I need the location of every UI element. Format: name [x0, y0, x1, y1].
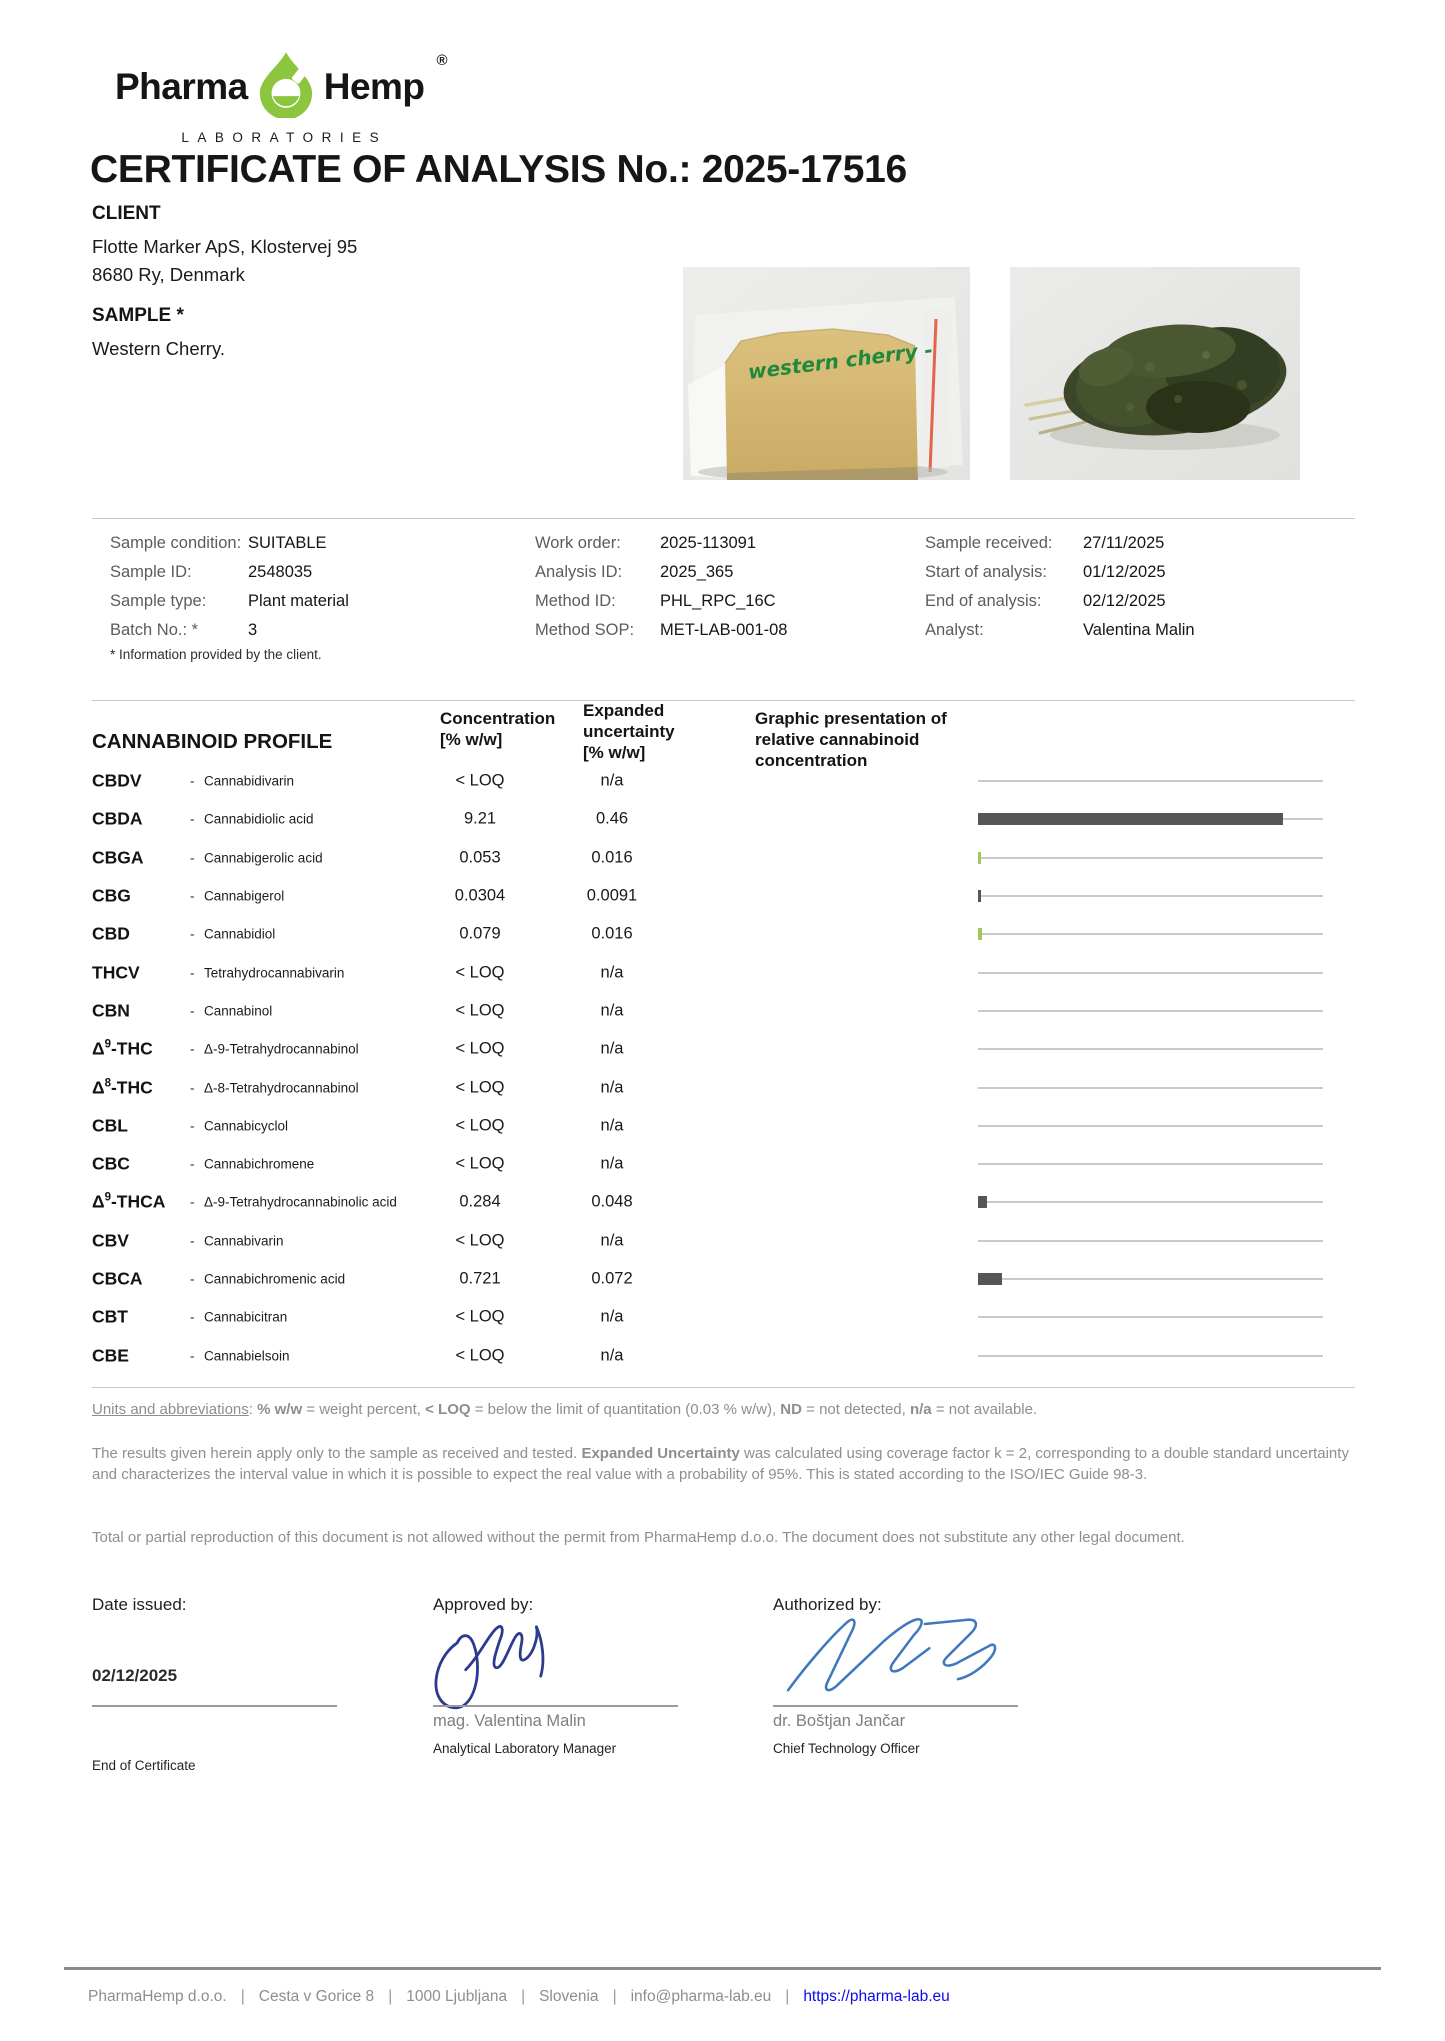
- dash: -: [190, 850, 195, 866]
- dash: -: [190, 965, 195, 981]
- concentration-value: 0.284: [459, 1192, 501, 1211]
- relative-concentration-bar: [978, 928, 982, 940]
- divider-bottom-of-table: [92, 1387, 1355, 1388]
- relative-concentration-track: [978, 972, 1323, 974]
- cannabinoid-abbr: $\Delta^9$-THC: [92, 1038, 153, 1059]
- detail-value: Valentina Malin: [1083, 621, 1195, 639]
- uncertainty-value: 0.072: [591, 1269, 633, 1288]
- client-address-line2: 8680 Ry, Denmark: [92, 264, 245, 285]
- client-address-line1: Flotte Marker ApS, Klostervej 95: [92, 236, 358, 257]
- cannabinoid-name: Cannabicitran: [204, 1309, 288, 1325]
- date-issued-label: Date issued:: [92, 1595, 187, 1614]
- authorized-signature-line: [773, 1705, 1018, 1707]
- detail-label: Analyst:: [925, 621, 984, 639]
- graphic-header: Graphic presentation of relative cannabinoid concentration: [755, 709, 947, 770]
- dash: -: [190, 926, 195, 942]
- detail-row: [535, 558, 787, 587]
- detail-label: Sample condition:: [110, 534, 242, 552]
- concentration-value: < LOQ: [455, 1231, 505, 1250]
- relative-concentration-track: [978, 895, 1323, 897]
- detail-value: 2025-113091: [660, 534, 757, 552]
- client-info-footnote: * Information provided by the client.: [110, 647, 322, 662]
- cannabinoid-abbr: CBD: [92, 923, 130, 944]
- cannabinoid-abbr: CBV: [92, 1230, 129, 1251]
- cannabinoid-row: [92, 992, 1355, 1030]
- concentration-value: 0.721: [459, 1269, 501, 1288]
- relative-concentration-track: [978, 780, 1323, 782]
- end-of-certificate: End of Certificate: [92, 1758, 196, 1773]
- cannabinoid-name: Δ-9-Tetrahydrocannabinolic acid: [204, 1194, 397, 1210]
- divider-top-of-table: [92, 700, 1355, 701]
- uncertainty-value: 0.46: [595, 809, 629, 828]
- footer-item: Slovenia: [539, 1988, 599, 2005]
- cannabinoid-row: [92, 1107, 1355, 1145]
- client-block: [92, 203, 357, 289]
- concentration-value: < LOQ: [455, 1039, 505, 1058]
- sample-details: [110, 529, 1373, 647]
- cannabinoid-abbr: CBN: [92, 1000, 130, 1021]
- detail-row: [110, 587, 349, 616]
- authorized-role: Chief Technology Officer: [773, 1741, 920, 1756]
- cannabinoid-name: Cannabinol: [204, 1003, 273, 1019]
- approved-name: mag. Valentina Malin: [433, 1712, 586, 1730]
- dash: -: [190, 1194, 195, 1210]
- concentration-value: < LOQ: [455, 1346, 505, 1365]
- cannabinoid-row: [92, 1336, 1355, 1374]
- relative-concentration-track: [978, 1087, 1323, 1089]
- cannabinoid-row: [92, 1298, 1355, 1336]
- detail-label: Method ID:: [535, 592, 616, 610]
- details-column: [925, 529, 1195, 645]
- divider-top-of-details: [92, 518, 1355, 519]
- uncertainty-value: n/a: [600, 1231, 624, 1250]
- detail-value: 27/11/2025: [1083, 534, 1165, 552]
- relative-concentration-track: [978, 1125, 1323, 1127]
- cannabinoid-row: [92, 839, 1355, 877]
- footer-item: Cesta v Gorice 8: [258, 1988, 375, 2005]
- cannabinoid-name: Cannabivarin: [204, 1233, 284, 1249]
- dash: -: [190, 1118, 195, 1134]
- detail-value: 01/12/2025: [1083, 563, 1166, 581]
- detail-row: [535, 529, 787, 558]
- authorized-by-label: Authorized by:: [773, 1595, 882, 1614]
- cannabinoid-row: [92, 1030, 1355, 1068]
- details-column: [110, 529, 349, 645]
- cannabinoid-abbr: CBDA: [92, 808, 143, 829]
- concentration-value: < LOQ: [455, 1078, 505, 1097]
- footer-item: PharmaHemp d.o.o.: [88, 1988, 227, 2005]
- detail-value: MET-LAB-001-08: [660, 621, 788, 639]
- cannabinoid-name: Cannabichromene: [204, 1156, 315, 1172]
- footer-item: 1000 Ljubljana: [406, 1988, 508, 2005]
- cannabinoid-row: [92, 877, 1355, 915]
- sample-photo-bag: [683, 267, 970, 480]
- dash: -: [190, 1080, 195, 1096]
- sample-heading: SAMPLE *: [92, 305, 184, 326]
- uncertainty-value: n/a: [600, 1346, 624, 1365]
- cannabinoid-profile-title: CANNABINOID PROFILE: [92, 730, 333, 753]
- relative-concentration-track: [978, 933, 1323, 935]
- concentration-value: < LOQ: [455, 963, 505, 982]
- uncertainty-value: n/a: [600, 963, 624, 982]
- footer-items: [88, 1988, 950, 2006]
- relative-concentration-track: [978, 1048, 1323, 1050]
- uncertainty-value: n/a: [600, 771, 624, 790]
- relative-concentration-track: [978, 1240, 1323, 1242]
- detail-label: Analysis ID:: [535, 563, 623, 581]
- cannabinoid-name: Δ-8-Tetrahydrocannabinol: [204, 1080, 359, 1096]
- cannabinoid-name: Cannabigerol: [204, 888, 285, 904]
- footer-separator: |: [785, 1988, 790, 2005]
- cannabinoid-row: [92, 762, 1355, 800]
- concentration-value: < LOQ: [455, 1001, 505, 1020]
- cannabinoid-row: [92, 800, 1355, 838]
- cannabinoid-row: [92, 1222, 1355, 1260]
- footer-link[interactable]: https://pharma-lab.eu: [803, 1988, 950, 2005]
- detail-value: Plant material: [248, 592, 349, 610]
- relative-concentration-bar: [978, 852, 981, 864]
- concentration-value: 0.079: [459, 924, 501, 943]
- drop-flask-icon: [258, 50, 314, 123]
- concentration-value: 9.21: [463, 809, 497, 828]
- detail-label: Start of analysis:: [925, 563, 1047, 581]
- detail-value: SUITABLE: [248, 534, 327, 552]
- detail-label: Method SOP:: [535, 621, 635, 639]
- details-column: [535, 529, 787, 645]
- cannabinoid-abbr: CBL: [92, 1115, 128, 1136]
- concentration-header: Concentration [% w/w]: [440, 709, 556, 749]
- cannabinoid-name: Cannabidiolic acid: [204, 811, 314, 827]
- sample-block: [92, 305, 225, 363]
- logo-word-hemp: Hemp: [323, 65, 425, 107]
- uncertainty-value: n/a: [600, 1154, 624, 1173]
- cannabinoid-abbr: CBGA: [92, 847, 144, 868]
- detail-row: [110, 558, 349, 587]
- reproduction-note: Total or partial reproduction of this document is not allowed without the permit from PharmaHemp d.o.o. The document does not substitute any other legal document.: [92, 1529, 1185, 1546]
- cannabinoid-name: Cannabigerolic acid: [204, 850, 323, 866]
- relative-concentration-track: [978, 857, 1323, 859]
- date-signature-line: [92, 1705, 337, 1707]
- cannabinoid-abbr: CBCA: [92, 1268, 143, 1289]
- dash: -: [190, 1233, 195, 1249]
- dash: -: [190, 811, 195, 827]
- cannabinoid-abbr: CBE: [92, 1345, 129, 1366]
- detail-label: End of analysis:: [925, 592, 1042, 610]
- approved-signature: [425, 1605, 575, 1718]
- client-heading: CLIENT: [92, 203, 161, 224]
- detail-label: Sample ID:: [110, 563, 192, 581]
- dash: -: [190, 1309, 195, 1325]
- concentration-value: 0.0304: [454, 886, 506, 905]
- cannabinoid-abbr: CBDV: [92, 770, 142, 791]
- cannabinoid-abbr: $\Delta^8$-THC: [92, 1077, 153, 1098]
- uncertainty-header: Expanded uncertainty [% w/w]: [583, 701, 675, 762]
- detail-row: [925, 558, 1195, 587]
- relative-concentration-track: [978, 1278, 1323, 1280]
- authorized-signature: [783, 1613, 1005, 1704]
- relative-concentration-bar: [978, 1273, 1002, 1285]
- relative-concentration-track: [978, 1163, 1323, 1165]
- dash: -: [190, 773, 195, 789]
- detail-row: [110, 616, 349, 645]
- relative-concentration-track: [978, 818, 1323, 820]
- relative-concentration-bar: [978, 813, 1283, 825]
- detail-value: 2025_365: [660, 563, 734, 581]
- approved-signature-line: [433, 1705, 678, 1707]
- cannabinoid-abbr: CBG: [92, 885, 131, 906]
- detail-row: [925, 587, 1195, 616]
- date-issued-value: 02/12/2025: [92, 1666, 178, 1685]
- cannabinoid-row: [92, 1145, 1355, 1183]
- cannabinoid-abbr: THCV: [92, 962, 140, 983]
- concentration-value: < LOQ: [455, 1154, 505, 1173]
- logo-word-pharma: Pharma: [115, 65, 248, 107]
- uncertainty-note: The results given herein apply only to the sample as received and tested. Expanded Uncertainty was calculated using coverage factor k = 2, corresponding to a double standard uncertainty and characterizes the interval value in which it is possible to expect the real value with a probability of 95%. This is stated according to the ISO/IEC Guide 98-3.: [92, 1445, 1349, 1483]
- pharmahemp-logo: [115, 50, 448, 145]
- registered-mark: ®: [436, 52, 448, 69]
- relative-concentration-bar: [978, 1196, 987, 1208]
- uncertainty-value: 0.016: [591, 848, 633, 867]
- approved-role: Analytical Laboratory Manager: [433, 1741, 617, 1756]
- uncertainty-value: 0.016: [591, 924, 633, 943]
- uncertainty-value: 0.048: [591, 1192, 633, 1211]
- cannabinoid-name: Cannabichromenic acid: [204, 1271, 346, 1287]
- approved-by-label: Approved by:: [433, 1595, 534, 1614]
- detail-row: [110, 529, 349, 558]
- cannabinoid-abbr: CBC: [92, 1153, 130, 1174]
- sample-name: Western Cherry.: [92, 338, 225, 359]
- bag-handwritten-label: western cherry -: [746, 337, 935, 384]
- detail-label: Work order:: [535, 534, 621, 552]
- cannabinoid-name: Cannabielsoin: [204, 1348, 290, 1364]
- cannabinoid-row: [92, 915, 1355, 953]
- footer-separator: |: [521, 1988, 526, 2005]
- detail-value: 02/12/2025: [1083, 592, 1166, 610]
- uncertainty-value: n/a: [600, 1116, 624, 1135]
- detail-value: 2548035: [248, 563, 313, 581]
- detail-row: [925, 616, 1195, 645]
- cannabinoid-name: Tetrahydrocannabivarin: [204, 965, 345, 981]
- dash: -: [190, 1041, 195, 1057]
- uncertainty-value: n/a: [600, 1001, 624, 1020]
- dash: -: [190, 1348, 195, 1364]
- footer-item: info@pharma-lab.eu: [630, 1988, 772, 2005]
- uncertainty-value: n/a: [600, 1039, 624, 1058]
- cannabinoid-name: Cannabidiol: [204, 926, 276, 942]
- cannabinoid-row: [92, 1260, 1355, 1298]
- uncertainty-value: n/a: [600, 1078, 624, 1097]
- relative-concentration-track: [978, 1201, 1323, 1203]
- uncertainty-value: 0.0091: [586, 886, 638, 905]
- relative-concentration-bar: [978, 890, 981, 902]
- cannabinoid-abbr: CBT: [92, 1306, 128, 1327]
- detail-label: Sample type:: [110, 592, 207, 610]
- cannabinoid-name: Δ-9-Tetrahydrocannabinol: [204, 1041, 359, 1057]
- concentration-value: 0.053: [459, 848, 501, 867]
- cannabinoid-name: Cannabidivarin: [204, 773, 295, 789]
- authorized-name: dr. Boštjan Jančar: [773, 1712, 906, 1730]
- cannabinoid-name: Cannabicyclol: [204, 1118, 289, 1134]
- sample-photo-flower: [1010, 267, 1300, 480]
- uncertainty-value: n/a: [600, 1307, 624, 1326]
- page-title: CERTIFICATE OF ANALYSIS No.: 2025-17516: [90, 148, 907, 191]
- detail-label: Batch No.: *: [110, 621, 199, 639]
- cannabinoid-row: [92, 953, 1355, 991]
- dash: -: [190, 1271, 195, 1287]
- cannabinoid-row: [92, 1068, 1355, 1106]
- units-note: Units and abbreviations: % w/w = weight percent, < LOQ = below the limit of quantitation (0.03 % w/w), ND = not detected, n/a = not available.: [92, 1401, 1038, 1418]
- concentration-value: < LOQ: [455, 771, 505, 790]
- dash: -: [190, 1003, 195, 1019]
- footer-separator: |: [240, 1988, 245, 2005]
- footer-separator: |: [612, 1988, 617, 2005]
- cannabinoid-rows: [92, 762, 1355, 1375]
- concentration-value: < LOQ: [455, 1116, 505, 1135]
- dash: -: [190, 1156, 195, 1172]
- footer-separator: |: [388, 1988, 393, 2005]
- footer-divider: [64, 1967, 1381, 1970]
- concentration-value: < LOQ: [455, 1307, 505, 1326]
- detail-value: 3: [248, 621, 258, 639]
- relative-concentration-track: [978, 1355, 1323, 1357]
- cannabinoid-row: [92, 1183, 1355, 1221]
- detail-value: PHL_RPC_16C: [660, 592, 776, 610]
- detail-label: Sample received:: [925, 534, 1053, 552]
- logo-subtitle: LABORATORIES: [181, 130, 388, 145]
- dash: -: [190, 888, 195, 904]
- detail-row: [535, 587, 787, 616]
- relative-concentration-track: [978, 1316, 1323, 1318]
- cannabinoid-abbr: $\Delta^9$-THCA: [92, 1191, 166, 1212]
- relative-concentration-track: [978, 1010, 1323, 1012]
- detail-row: [535, 616, 787, 645]
- detail-row: [925, 529, 1195, 558]
